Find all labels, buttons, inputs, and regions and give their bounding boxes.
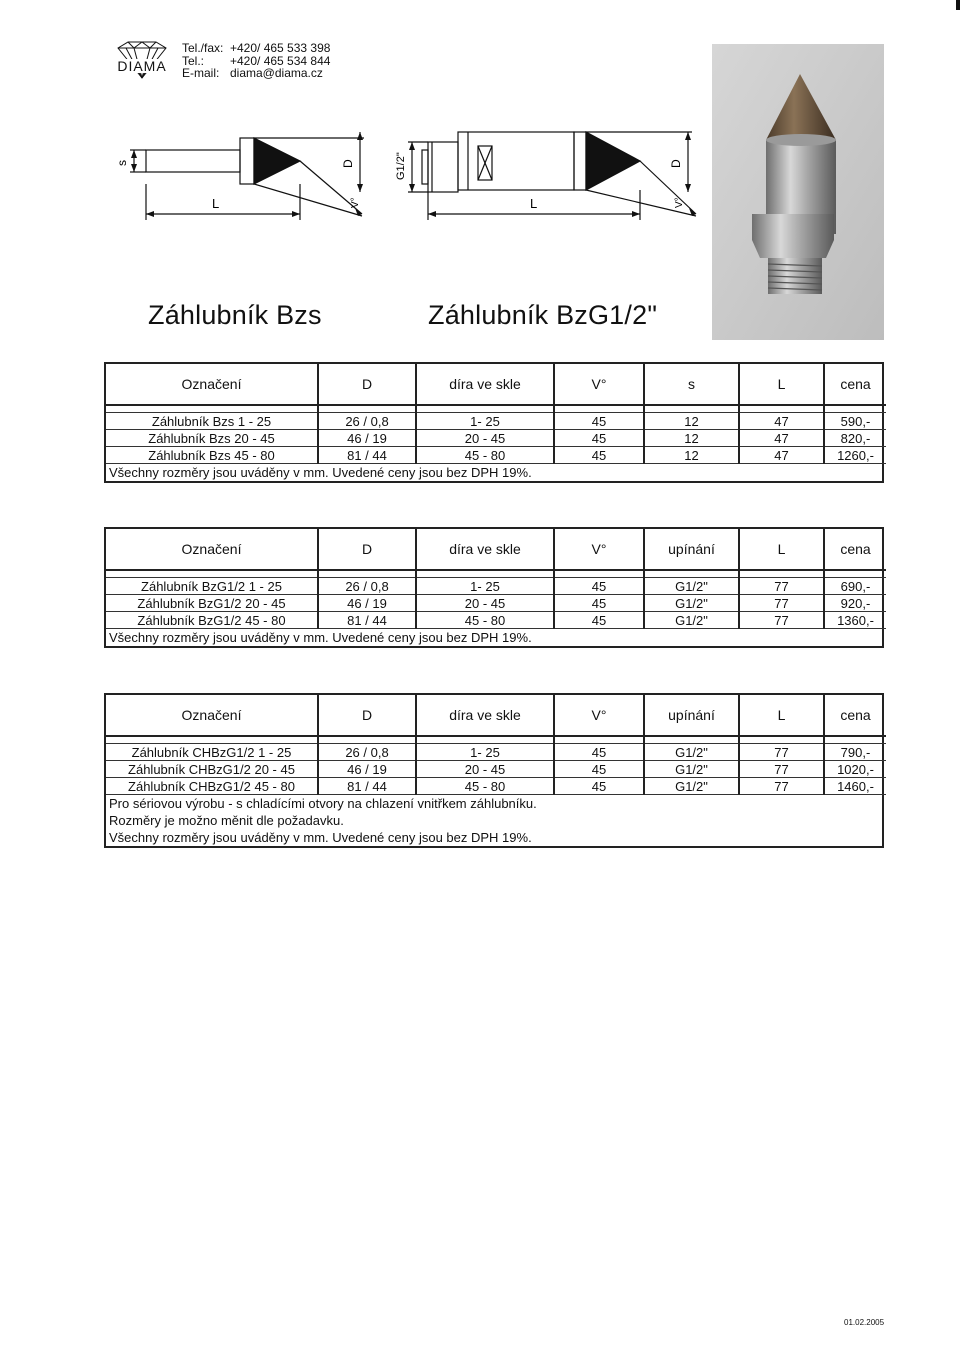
header-oznaceni: Označení (106, 364, 318, 405)
header-dira: díra ve skle (416, 529, 554, 570)
cell-v: 45 (554, 778, 644, 795)
cell-dira: 45 - 80 (416, 612, 554, 629)
dim-d-right-label: D (669, 159, 683, 168)
header-d: D (318, 364, 416, 405)
cell-l: 77 (739, 778, 824, 795)
cell-v: 45 (554, 430, 644, 447)
cell-l: 77 (739, 595, 824, 612)
cell-dira: 1- 25 (416, 578, 554, 595)
document-date: 01.02.2005 (844, 1318, 885, 1327)
header-upinani: upínání (644, 695, 739, 736)
cell-oznaceni: Záhlubník Bzs 1 - 25 (106, 413, 318, 430)
header-cena: cena (824, 695, 886, 736)
cell-cena: 1260,- (824, 447, 886, 464)
cell-cena: 1460,- (824, 778, 886, 795)
cell-oznaceni: Záhlubník CHBzG1/2 20 - 45 (106, 761, 318, 778)
cell-s: 12 (644, 430, 739, 447)
cell-d: 46 / 19 (318, 761, 416, 778)
table-note: Pro sériovou výrobu - s chladícími otvory na chlazení vnitřkem záhlubníku. (109, 796, 537, 811)
header-cena: cena (824, 364, 886, 405)
dim-s-label: s (115, 160, 129, 166)
cell-dira: 20 - 45 (416, 430, 554, 447)
header-dira: díra ve skle (416, 364, 554, 405)
table-row (106, 612, 886, 629)
cell-d: 26 / 0,8 (318, 578, 416, 595)
cell-upinani: G1/2" (644, 761, 739, 778)
cell-upinani: G1/2" (644, 578, 739, 595)
cell-l: 77 (739, 612, 824, 629)
cell-upinani: G1/2" (644, 612, 739, 629)
cell-dira: 20 - 45 (416, 595, 554, 612)
cell-d: 46 / 19 (318, 430, 416, 447)
cell-l: 47 (739, 413, 824, 430)
title-bzg: Záhlubník BzG1/2" (428, 300, 658, 330)
cell-d: 46 / 19 (318, 595, 416, 612)
cell-l: 47 (739, 430, 824, 447)
cell-oznaceni: Záhlubník Bzs 20 - 45 (106, 430, 318, 447)
cell-v: 45 (554, 744, 644, 761)
logo-text: DIAMA (117, 58, 167, 74)
cell-dira: 20 - 45 (416, 761, 554, 778)
header-l: L (739, 695, 824, 736)
header-s: s (644, 364, 739, 405)
cell-v: 45 (554, 447, 644, 464)
cell-cena: 1020,- (824, 761, 886, 778)
cell-oznaceni: Záhlubník Bzs 45 - 80 (106, 447, 318, 464)
header-v: V° (554, 364, 644, 405)
cell-l: 77 (739, 744, 824, 761)
email-address: diama@diama.cz (230, 66, 323, 80)
table-row (106, 578, 886, 595)
product-photo (712, 44, 884, 340)
cell-cena: 820,- (824, 430, 886, 447)
cell-s: 12 (644, 413, 739, 430)
header-l: L (739, 529, 824, 570)
cell-l: 77 (739, 761, 824, 778)
fax-number: +420/ 465 533 398 (230, 41, 331, 55)
cell-cena: 790,- (824, 744, 886, 761)
cell-d: 81 / 44 (318, 778, 416, 795)
table-note: Všechny rozměry jsou uváděny v mm. Uvedené ceny jsou bez DPH 19%. (109, 630, 532, 645)
table-row (106, 761, 886, 778)
header-dira: díra ve skle (416, 695, 554, 736)
cell-d: 81 / 44 (318, 612, 416, 629)
price-table-bzs (104, 362, 884, 483)
cell-upinani: G1/2" (644, 778, 739, 795)
table-note: Všechny rozměry jsou uváděny v mm. Uvedené ceny jsou bez DPH 19%. (109, 465, 532, 480)
cell-cena: 920,- (824, 595, 886, 612)
cell-cena: 1360,- (824, 612, 886, 629)
email-label: E-mail: (182, 66, 220, 80)
cell-dira: 1- 25 (416, 744, 554, 761)
cell-dira: 1- 25 (416, 413, 554, 430)
cell-oznaceni: Záhlubník CHBzG1/2 1 - 25 (106, 744, 318, 761)
cell-upinani: G1/2" (644, 744, 739, 761)
header-l: L (739, 364, 824, 405)
cell-oznaceni: Záhlubník BzG1/2 1 - 25 (106, 578, 318, 595)
cell-dira: 45 - 80 (416, 778, 554, 795)
table-row (106, 413, 886, 430)
table-row (106, 447, 886, 464)
header-oznaceni: Označení (106, 529, 318, 570)
fax-label: Tel./fax: (182, 41, 224, 55)
header-d: D (318, 529, 416, 570)
header-oznaceni: Označení (106, 695, 318, 736)
cell-d: 26 / 0,8 (318, 744, 416, 761)
technical-drawing (112, 128, 702, 228)
cell-oznaceni: Záhlubník BzG1/2 20 - 45 (106, 595, 318, 612)
cell-l: 47 (739, 447, 824, 464)
diama-logo-icon (104, 40, 180, 80)
dim-v-label: V° (350, 197, 361, 208)
cell-dira: 45 - 80 (416, 447, 554, 464)
scan-mark (956, 0, 960, 10)
cell-s: 12 (644, 447, 739, 464)
table-row (106, 430, 886, 447)
table-row (106, 744, 886, 761)
cell-l: 77 (739, 578, 824, 595)
dim-v-right-label: V° (674, 197, 685, 208)
header-upinani: upínání (644, 529, 739, 570)
cell-v: 45 (554, 578, 644, 595)
cell-v: 45 (554, 413, 644, 430)
cell-d: 26 / 0,8 (318, 413, 416, 430)
table-row (106, 778, 886, 795)
cell-oznaceni: Záhlubník CHBzG1/2 45 - 80 (106, 778, 318, 795)
cell-v: 45 (554, 761, 644, 778)
tel-label: Tel.: (182, 53, 205, 68)
dim-l-right-label: L (530, 196, 538, 211)
dim-g-label: G1/2" (395, 152, 407, 180)
cell-oznaceni: Záhlubník BzG1/2 45 - 80 (106, 612, 318, 629)
dim-l-label: L (212, 196, 220, 211)
header-cena: cena (824, 529, 886, 570)
cell-v: 45 (554, 612, 644, 629)
price-table-bzg (104, 527, 884, 648)
table-note: Všechny rozměry jsou uváděny v mm. Uvedené ceny jsou bez DPH 19%. (109, 830, 532, 845)
cell-v: 45 (554, 595, 644, 612)
cell-d: 81 / 44 (318, 447, 416, 464)
table-row (106, 595, 886, 612)
cell-upinani: G1/2" (644, 595, 739, 612)
dim-d-label: D (341, 159, 355, 168)
table-note: Rozměry je možno měnit dle požadavku. (109, 813, 344, 828)
header-d: D (318, 695, 416, 736)
cell-cena: 590,- (824, 413, 886, 430)
header-v: V° (554, 529, 644, 570)
price-table-chbzg (104, 693, 884, 848)
header-v: V° (554, 695, 644, 736)
title-bzs: Záhlubník Bzs (148, 300, 322, 330)
cell-cena: 690,- (824, 578, 886, 595)
tel-number: +420/ 465 534 844 (230, 53, 331, 68)
